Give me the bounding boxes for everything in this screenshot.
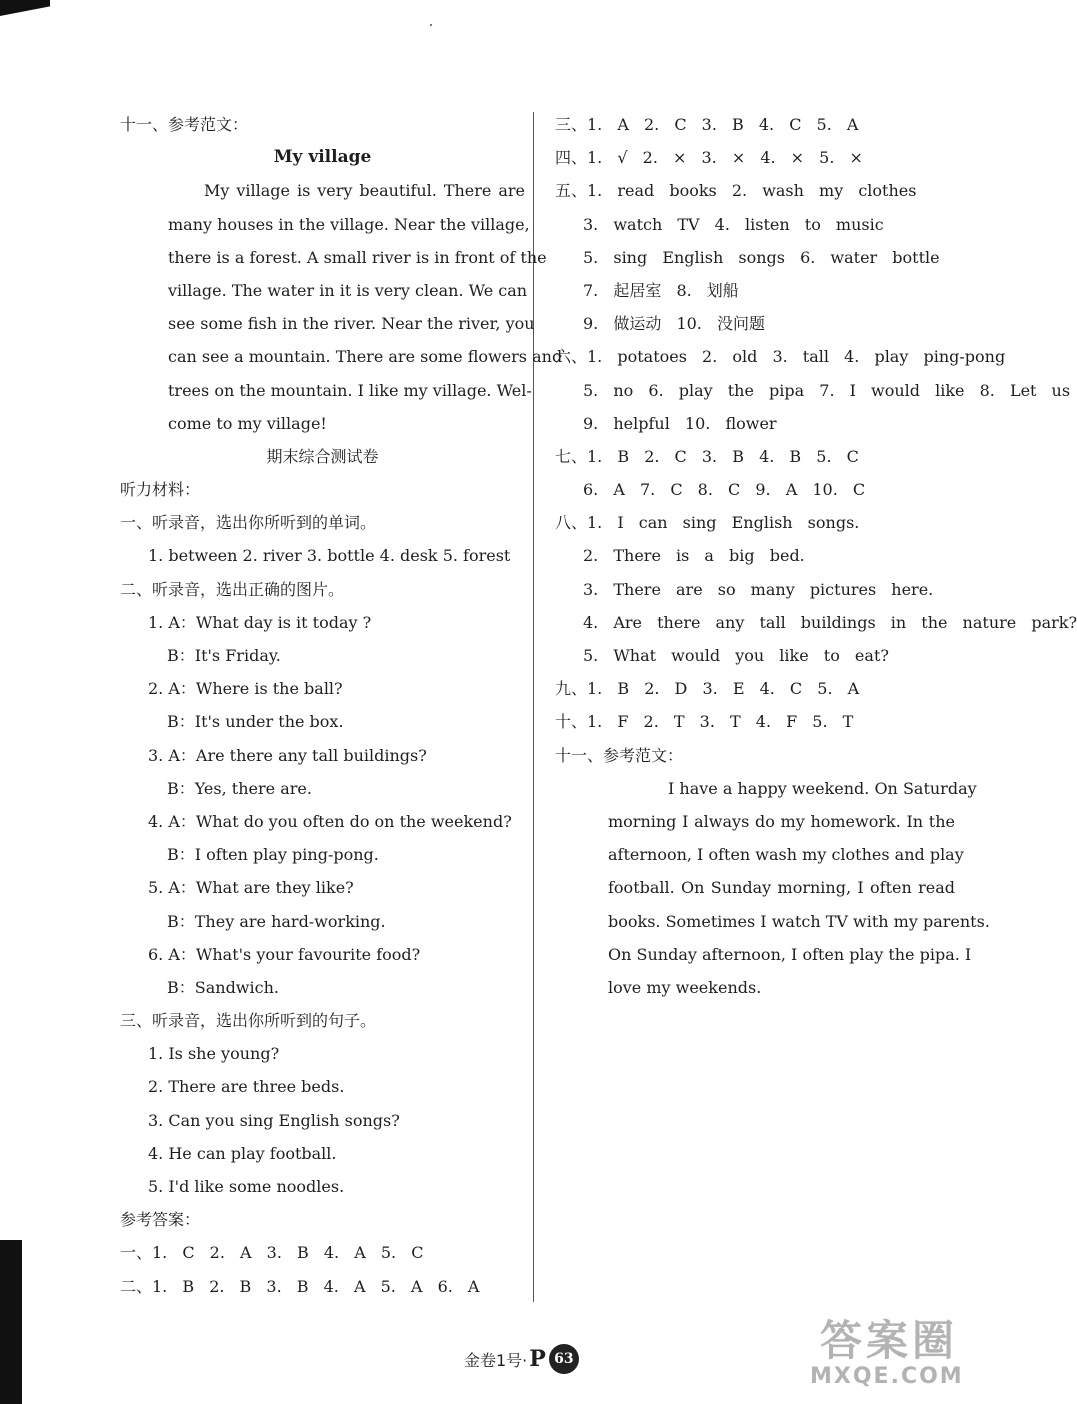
part-3-item: 2. There are three beds. — [148, 1077, 345, 1097]
answer-row: 9. helpful 10. flower — [583, 413, 777, 433]
essay-line: football. On Sunday morning, I often read — [608, 878, 955, 898]
exam-title: 期末综合测试卷 — [266, 446, 379, 466]
essay-title: My village — [273, 147, 372, 168]
scan-edge-bar — [0, 1240, 22, 1404]
part-3-item: 1. Is she young? — [148, 1044, 280, 1064]
essay-my-village — [120, 174, 563, 440]
answer-row: 3. There are so many pictures here. — [583, 579, 934, 599]
section-11-heading-left: 十一、参考范文： — [120, 115, 249, 134]
part-1-heading: 一、听录音，选出你所听到的单词。 — [120, 513, 377, 533]
essay-line: I have a happy weekend. On Saturday — [668, 778, 977, 798]
watermark-cn: 答案圈 — [820, 1316, 959, 1365]
dialogue-line-b: B：Sandwich. — [167, 977, 279, 997]
dialogue-line-a: 1. A：What day is it today ? — [148, 612, 372, 632]
answer-row: 五、1. read books 2. wash my clothes — [555, 181, 917, 201]
section-11-heading-right: 十一、参考范文： — [555, 745, 684, 765]
dialogue-line-a: 5. A：What are they like? — [148, 878, 354, 898]
scan-corner-mark — [0, 0, 50, 16]
answer-row: 七、1. B 2. C 3. B 4. B 5. C — [555, 446, 859, 466]
part-1-answer: 1. between 2. river 3. bottle 4. desk 5. forest — [148, 546, 511, 566]
column-divider — [533, 112, 534, 1302]
essay-line: village. The water in it is very clean. We can — [168, 280, 528, 300]
answer-row: 7. 起居室 8. 划船 — [583, 280, 739, 300]
essay-weekend — [555, 772, 990, 1004]
essay-line: come to my village! — [168, 413, 327, 433]
listening-heading: 听力材料： — [120, 480, 201, 500]
left-column — [120, 108, 563, 1303]
essay-line: My village is very beautiful. There are — [204, 181, 525, 201]
part-3-item: 4. He can play football. — [148, 1143, 337, 1163]
dialogue-line-b: B：Yes, there are. — [167, 778, 312, 798]
dialogue-line-a: 4. A：What do you often do on the weekend? — [148, 811, 512, 831]
answers-heading: 参考答案： — [120, 1210, 201, 1230]
dialogue-line-a: 6. A：What's your favourite food? — [148, 944, 421, 964]
essay-line: On Sunday afternoon, I often play the pipa. I — [608, 944, 972, 964]
answer-row: 5. no 6. play the pipa 7. I would like 8. Let us — [583, 380, 1071, 400]
dialogue-line-a: 2. A：Where is the ball? — [148, 679, 343, 699]
dialogue-line-b: B：I often play ping-pong. — [167, 845, 379, 865]
answer-row: 九、1. B 2. D 3. E 4. C 5. A — [555, 679, 860, 699]
right-answer-rows — [555, 108, 1077, 739]
essay-line: many houses in the village. Near the village, — [168, 214, 530, 234]
part-3-heading: 三、听录音，选出你所听到的句子。 — [120, 1011, 377, 1031]
watermark-logo — [780, 1318, 990, 1398]
dialogue-line-a: 3. A：Are there any tall buildings? — [148, 745, 427, 765]
essay-line: see some fish in the river. Near the river, you — [168, 314, 535, 334]
answer-row: 四、1. √ 2. × 3. × 4. × 5. × — [555, 148, 863, 168]
page-number-badge: 63 — [549, 1344, 579, 1374]
part-3-item: 3. Can you sing English songs? — [148, 1110, 400, 1130]
footer-p-letter: P — [529, 1346, 546, 1372]
right-column — [555, 108, 1077, 1004]
footer-brand: 金卷1号· — [464, 1350, 528, 1370]
answer-row: 3. watch TV 4. listen to music — [583, 214, 884, 234]
dialogue-line-b: B：They are hard-working. — [167, 911, 386, 931]
dialogue-line-b: B：It's under the box. — [167, 712, 344, 732]
page-footer — [464, 1343, 579, 1375]
answer-row: 5. sing English songs 6. water bottle — [583, 247, 940, 267]
dialogue-line-b: B：It's Friday. — [167, 646, 281, 665]
essay-line: love my weekends. — [608, 977, 762, 997]
answer-row: 9. 做运动 10. 没问题 — [583, 314, 765, 334]
answer-row: 2. There is a big bed. — [583, 546, 805, 566]
essay-line: trees on the mountain. I like my village. Wel- — [168, 380, 532, 400]
answer-row: 二、1. B 2. B 3. B 4. A 5. A 6. A — [120, 1276, 480, 1296]
answer-row: 一、1. C 2. A 3. B 4. A 5. C — [120, 1243, 424, 1263]
essay-line: afternoon, I often wash my clothes and play — [608, 845, 964, 865]
essay-line: can see a mountain. There are some flowers and — [168, 347, 563, 367]
answer-row: 三、1. A 2. C 3. B 4. C 5. A — [555, 115, 859, 134]
watermark-en: MXQE.COM — [810, 1364, 964, 1389]
essay-line: morning I always do my homework. In the — [608, 811, 955, 831]
answer-row: 6. A 7. C 8. C 9. A 10. C — [583, 480, 866, 500]
part-3-item: 5. I'd like some noodles. — [148, 1177, 345, 1196]
answer-row: 八、1. I can sing English songs. — [555, 513, 860, 533]
answer-row: 十、1. F 2. T 3. T 4. F 5. T — [555, 712, 854, 732]
answer-row: 4. Are there any tall buildings in the nature park? — [583, 612, 1077, 632]
answer-row: 5. What would you like to eat? — [583, 646, 889, 665]
essay-line: there is a forest. A small river is in front of the — [168, 247, 547, 267]
part-2-heading: 二、听录音，选出正确的图片。 — [120, 579, 345, 599]
essay-line: books. Sometimes I watch TV with my parents. — [608, 911, 990, 931]
scan-fleck — [430, 24, 432, 26]
answer-row: 六、1. potatoes 2. old 3. tall 4. play ping-pong — [555, 347, 1006, 367]
